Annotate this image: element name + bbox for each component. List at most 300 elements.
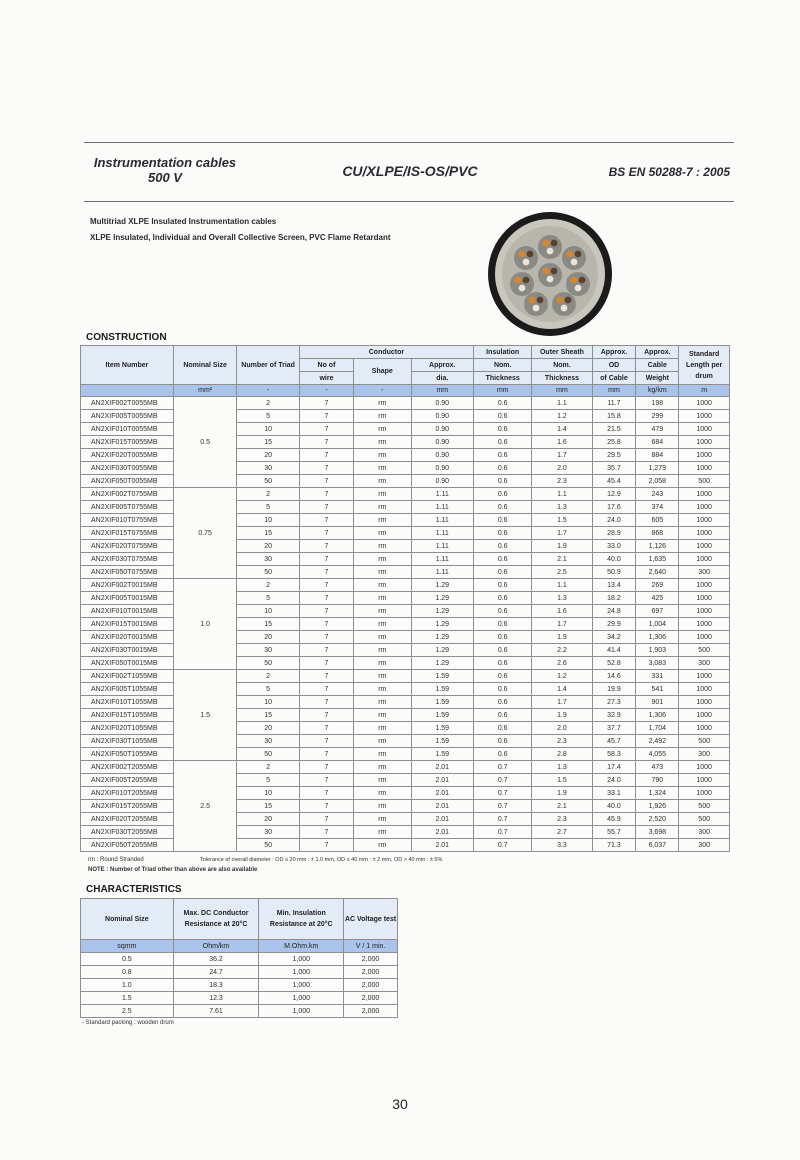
- table-cell: 2,000: [344, 979, 398, 992]
- unit-cell: -: [299, 385, 353, 397]
- table-cell: 243: [636, 488, 679, 501]
- note-tolerance: Tolerance of overall diameter : OD ≤ 20 mm : ± 1.0 mm, OD ≤ 40 mm : ± 2 mm, OD > 40 mm : ± 5%: [200, 857, 443, 863]
- table-cell: 17.6: [592, 501, 636, 514]
- table-cell: 790: [636, 774, 679, 787]
- table-cell: 7: [299, 800, 353, 813]
- table-cell: 0.6: [474, 566, 532, 579]
- table-cell: 1.4: [532, 423, 592, 436]
- table-cell: 1000: [679, 787, 730, 800]
- table-cell: AN2XIF050T0055MB: [81, 475, 174, 488]
- table-cell: 2.1: [532, 800, 592, 813]
- table-row: [81, 992, 398, 1005]
- note-standard-packing: - Standard packing : wooden drum: [82, 1020, 174, 1026]
- table-cell: 1.2: [532, 670, 592, 683]
- table-cell: 18.2: [592, 592, 636, 605]
- table-cell: 300: [679, 657, 730, 670]
- nominal-size-cell: 2.5: [173, 761, 237, 852]
- table-cell: 300: [679, 748, 730, 761]
- table-cell: rm: [354, 527, 411, 540]
- table-cell: rm: [354, 709, 411, 722]
- table-cell: 684: [636, 436, 679, 449]
- table-cell: 5: [237, 683, 299, 696]
- table-cell: 37.7: [592, 722, 636, 735]
- table-cell: 33.0: [592, 540, 636, 553]
- table-cell: 374: [636, 501, 679, 514]
- table-cell: rm: [354, 553, 411, 566]
- table-cell: rm: [354, 410, 411, 423]
- table-cell: 697: [636, 605, 679, 618]
- table-cell: rm: [354, 631, 411, 644]
- table-cell: 0.90: [411, 397, 473, 410]
- table-cell: 7: [299, 488, 353, 501]
- ch-col-nominal-size: Nominal Size: [81, 899, 174, 940]
- table-cell: 868: [636, 527, 679, 540]
- table-cell: 1000: [679, 683, 730, 696]
- table-row: [81, 488, 730, 501]
- table-cell: 2.01: [411, 813, 473, 826]
- table-cell: 52.8: [592, 657, 636, 670]
- table-cell: 0.6: [474, 670, 532, 683]
- table-cell: 58.3: [592, 748, 636, 761]
- table-cell: 605: [636, 514, 679, 527]
- table-cell: rm: [354, 540, 411, 553]
- table-cell: 2,000: [344, 992, 398, 1005]
- table-cell: 1.59: [411, 696, 473, 709]
- characteristics-table-body: [81, 953, 398, 1018]
- table-cell: 7: [299, 618, 353, 631]
- table-row: [81, 579, 730, 592]
- table-cell: 0.7: [474, 813, 532, 826]
- cable-cross-section-image: [486, 210, 614, 338]
- table-cell: 0.6: [474, 514, 532, 527]
- table-cell: 0.90: [411, 423, 473, 436]
- table-cell: 0.6: [474, 397, 532, 410]
- table-row: [81, 966, 398, 979]
- table-cell: 1.29: [411, 657, 473, 670]
- table-cell: 541: [636, 683, 679, 696]
- col-insulation: Insulation: [474, 346, 532, 359]
- table-cell: 2: [237, 761, 299, 774]
- table-row: [81, 1005, 398, 1018]
- table-cell: 0.6: [474, 423, 532, 436]
- table-cell: 24.8: [592, 605, 636, 618]
- table-cell: 25.8: [592, 436, 636, 449]
- table-cell: 50: [237, 566, 299, 579]
- table-cell: AN2XIF002T2055MB: [81, 761, 174, 774]
- table-cell: 0.6: [474, 579, 532, 592]
- col-nominal-size: Nominal Size: [173, 346, 237, 385]
- table-cell: 7: [299, 670, 353, 683]
- table-cell: 2.01: [411, 826, 473, 839]
- table-cell: AN2XIF030T0055MB: [81, 462, 174, 475]
- table-cell: 30: [237, 553, 299, 566]
- table-cell: 1.11: [411, 501, 473, 514]
- construction-title: CONSTRUCTION: [86, 332, 167, 343]
- table-cell: rm: [354, 488, 411, 501]
- table-cell: 34.2: [592, 631, 636, 644]
- table-cell: 1,635: [636, 553, 679, 566]
- unit-cell: m: [679, 385, 730, 397]
- table-cell: 6,037: [636, 839, 679, 852]
- col-od: OD: [592, 359, 636, 372]
- table-cell: 15: [237, 800, 299, 813]
- table-cell: 3,698: [636, 826, 679, 839]
- table-cell: 1,324: [636, 787, 679, 800]
- note-round-stranded: rm : Round Stranded: [88, 857, 144, 863]
- table-cell: 17.4: [592, 761, 636, 774]
- table-cell: 0.7: [474, 761, 532, 774]
- table-cell: 45.7: [592, 735, 636, 748]
- unit-cell: mm²: [173, 385, 237, 397]
- table-cell: 1000: [679, 631, 730, 644]
- table-cell: 1.3: [532, 761, 592, 774]
- header-standard: BS EN 50288-7 : 2005: [608, 165, 730, 179]
- table-cell: 1.9: [532, 631, 592, 644]
- table-cell: 7: [299, 397, 353, 410]
- col-wire: wire: [299, 372, 353, 385]
- table-cell: 0.6: [474, 735, 532, 748]
- table-cell: 2: [237, 579, 299, 592]
- table-cell: AN2XIF050T1055MB: [81, 748, 174, 761]
- col-os-nom: Nom.: [532, 359, 592, 372]
- table-cell: 1.7: [532, 449, 592, 462]
- table-cell: 198: [636, 397, 679, 410]
- table-cell: AN2XIF050T0015MB: [81, 657, 174, 670]
- unit-cell: mm: [411, 385, 473, 397]
- unit-cell: mm: [474, 385, 532, 397]
- table-cell: 30: [237, 735, 299, 748]
- table-cell: 2.5: [81, 1005, 174, 1018]
- table-cell: 0.6: [474, 436, 532, 449]
- table-cell: 7: [299, 748, 353, 761]
- table-cell: 1000: [679, 722, 730, 735]
- table-cell: AN2XIF010T2055MB: [81, 787, 174, 800]
- unit-cell: -: [237, 385, 299, 397]
- table-cell: rm: [354, 436, 411, 449]
- table-cell: 0.6: [474, 683, 532, 696]
- table-cell: 1.29: [411, 631, 473, 644]
- table-cell: 0.90: [411, 410, 473, 423]
- col-approx: Approx.: [411, 359, 473, 372]
- table-cell: 1000: [679, 592, 730, 605]
- table-cell: 1.1: [532, 579, 592, 592]
- table-cell: 1.59: [411, 709, 473, 722]
- table-cell: 2.0: [532, 462, 592, 475]
- table-cell: rm: [354, 813, 411, 826]
- table-cell: 1.11: [411, 540, 473, 553]
- table-cell: 2.8: [532, 748, 592, 761]
- table-cell: 13.4: [592, 579, 636, 592]
- table-cell: 269: [636, 579, 679, 592]
- table-cell: 299: [636, 410, 679, 423]
- table-cell: 7: [299, 501, 353, 514]
- table-cell: 1.3: [532, 592, 592, 605]
- table-cell: 7: [299, 553, 353, 566]
- header-construction-code: CU/XLPE/IS-OS/PVC: [342, 163, 478, 179]
- table-cell: 1.29: [411, 579, 473, 592]
- table-cell: 20: [237, 449, 299, 462]
- table-row: [81, 761, 730, 774]
- table-cell: 1000: [679, 709, 730, 722]
- table-cell: 1.11: [411, 514, 473, 527]
- table-cell: 479: [636, 423, 679, 436]
- table-cell: 1.7: [532, 696, 592, 709]
- table-cell: 7: [299, 813, 353, 826]
- table-cell: 20: [237, 722, 299, 735]
- table-cell: 2,000: [344, 966, 398, 979]
- table-cell: 1.11: [411, 566, 473, 579]
- table-cell: 0.7: [474, 826, 532, 839]
- table-cell: 7: [299, 462, 353, 475]
- table-cell: AN2XIF020T0055MB: [81, 449, 174, 462]
- nominal-size-cell: 1.0: [173, 579, 237, 670]
- table-cell: AN2XIF020T0015MB: [81, 631, 174, 644]
- table-cell: 7: [299, 839, 353, 852]
- unit-cell: mm: [592, 385, 636, 397]
- table-cell: 20: [237, 631, 299, 644]
- table-cell: 1000: [679, 540, 730, 553]
- col-shape: Shape: [354, 359, 411, 385]
- table-cell: 7: [299, 696, 353, 709]
- ch-col-ac-voltage: AC Voltage test: [344, 899, 398, 940]
- table-cell: 2.0: [532, 722, 592, 735]
- description-line2: XLPE Insulated, Individual and Overall Collective Screen, PVC Flame Retardant: [90, 233, 391, 242]
- table-cell: 21.5: [592, 423, 636, 436]
- table-cell: 1.3: [532, 501, 592, 514]
- table-cell: AN2XIF010T1055MB: [81, 696, 174, 709]
- table-cell: 10: [237, 514, 299, 527]
- table-cell: 24.0: [592, 514, 636, 527]
- table-cell: 0.6: [474, 462, 532, 475]
- table-cell: 500: [679, 735, 730, 748]
- table-cell: AN2XIF050T0755MB: [81, 566, 174, 579]
- table-cell: rm: [354, 839, 411, 852]
- table-cell: 7: [299, 735, 353, 748]
- table-cell: AN2XIF002T1055MB: [81, 670, 174, 683]
- table-cell: AN2XIF030T0015MB: [81, 644, 174, 657]
- construction-table-body: [81, 397, 730, 852]
- table-cell: rm: [354, 826, 411, 839]
- table-cell: 7: [299, 631, 353, 644]
- table-cell: 15: [237, 527, 299, 540]
- table-row: [81, 979, 398, 992]
- table-cell: 7: [299, 566, 353, 579]
- table-cell: 12.9: [592, 488, 636, 501]
- table-cell: 0.6: [474, 592, 532, 605]
- table-cell: 0.7: [474, 800, 532, 813]
- table-cell: AN2XIF005T0015MB: [81, 592, 174, 605]
- table-cell: rm: [354, 579, 411, 592]
- table-cell: rm: [354, 605, 411, 618]
- table-cell: 1.11: [411, 488, 473, 501]
- unit-cell: -: [354, 385, 411, 397]
- table-cell: 2,058: [636, 475, 679, 488]
- table-cell: 45.4: [592, 475, 636, 488]
- table-cell: AN2XIF005T1055MB: [81, 683, 174, 696]
- table-cell: 1.59: [411, 670, 473, 683]
- table-cell: 18.3: [173, 979, 259, 992]
- table-cell: AN2XIF005T0755MB: [81, 501, 174, 514]
- table-cell: 7: [299, 644, 353, 657]
- table-cell: AN2XIF002T0015MB: [81, 579, 174, 592]
- table-cell: 7: [299, 722, 353, 735]
- col-weight: Weight: [636, 372, 679, 385]
- table-cell: 1,306: [636, 631, 679, 644]
- table-cell: 331: [636, 670, 679, 683]
- table-cell: 0.7: [474, 839, 532, 852]
- table-cell: 1.59: [411, 722, 473, 735]
- table-cell: 41.4: [592, 644, 636, 657]
- table-cell: 1000: [679, 462, 730, 475]
- table-cell: AN2XIF030T2055MB: [81, 826, 174, 839]
- table-cell: 2: [237, 488, 299, 501]
- table-cell: 11.7: [592, 397, 636, 410]
- table-cell: 10: [237, 787, 299, 800]
- table-cell: AN2XIF005T0055MB: [81, 410, 174, 423]
- table-cell: 7: [299, 514, 353, 527]
- table-cell: 1,926: [636, 800, 679, 813]
- table-cell: 50: [237, 657, 299, 670]
- description-line1: Multitriad XLPE Insulated Instrumentation cables: [90, 217, 277, 226]
- table-cell: 1,000: [259, 966, 344, 979]
- table-cell: 1.7: [532, 527, 592, 540]
- table-cell: rm: [354, 696, 411, 709]
- table-cell: 35.7: [592, 462, 636, 475]
- table-cell: 15: [237, 436, 299, 449]
- table-cell: 1.11: [411, 553, 473, 566]
- table-cell: 7: [299, 605, 353, 618]
- unit-cell: [81, 385, 174, 397]
- table-cell: 1.29: [411, 618, 473, 631]
- table-cell: 33.1: [592, 787, 636, 800]
- table-cell: 0.90: [411, 462, 473, 475]
- table-cell: 2.5: [532, 566, 592, 579]
- table-cell: 1,704: [636, 722, 679, 735]
- table-cell: 7: [299, 423, 353, 436]
- table-cell: 5: [237, 410, 299, 423]
- nominal-size-cell: 0.75: [173, 488, 237, 579]
- col-item-number: Item Number: [81, 346, 174, 385]
- table-cell: 7: [299, 709, 353, 722]
- table-cell: 2,492: [636, 735, 679, 748]
- table-cell: 1000: [679, 553, 730, 566]
- table-row: [81, 953, 398, 966]
- table-cell: 3.3: [532, 839, 592, 852]
- table-cell: rm: [354, 592, 411, 605]
- col-dia: dia.: [411, 372, 473, 385]
- ch-unit-cell: Ohm/km: [173, 940, 259, 953]
- table-cell: 1.29: [411, 644, 473, 657]
- table-cell: 0.90: [411, 449, 473, 462]
- unit-cell: mm: [532, 385, 592, 397]
- table-cell: rm: [354, 761, 411, 774]
- table-cell: 7.61: [173, 1005, 259, 1018]
- table-cell: AN2XIF030T0755MB: [81, 553, 174, 566]
- table-cell: AN2XIF010T0055MB: [81, 423, 174, 436]
- col-ins-thickness: Thickness: [474, 372, 532, 385]
- table-cell: 15: [237, 618, 299, 631]
- construction-table: [80, 345, 730, 852]
- ch-unit-cell: V / 1 min.: [344, 940, 398, 953]
- table-cell: 500: [679, 475, 730, 488]
- ch-col-min-ins: Min. Insulation Resistance at 20°C: [259, 899, 344, 940]
- table-cell: 50.9: [592, 566, 636, 579]
- table-cell: 1,000: [259, 953, 344, 966]
- table-cell: 0.6: [474, 605, 532, 618]
- col-ins-nom: Nom.: [474, 359, 532, 372]
- ch-col-max-dc: Max. DC Conductor Resistance at 20°C: [173, 899, 259, 940]
- table-cell: rm: [354, 774, 411, 787]
- table-cell: AN2XIF015T1055MB: [81, 709, 174, 722]
- table-cell: rm: [354, 566, 411, 579]
- table-cell: 7: [299, 449, 353, 462]
- table-cell: 10: [237, 605, 299, 618]
- table-cell: 1.59: [411, 735, 473, 748]
- nominal-size-cell: 1.5: [173, 670, 237, 761]
- table-cell: 0.6: [474, 657, 532, 670]
- table-cell: 7: [299, 761, 353, 774]
- table-cell: 2: [237, 397, 299, 410]
- table-cell: AN2XIF015T0015MB: [81, 618, 174, 631]
- table-cell: 884: [636, 449, 679, 462]
- table-cell: 12.3: [173, 992, 259, 1005]
- top-rule: [84, 142, 734, 143]
- table-cell: 0.6: [474, 527, 532, 540]
- table-cell: 7: [299, 579, 353, 592]
- table-cell: 1.0: [81, 979, 174, 992]
- table-cell: rm: [354, 670, 411, 683]
- table-cell: 0.6: [474, 540, 532, 553]
- table-cell: 1.11: [411, 527, 473, 540]
- table-cell: 1000: [679, 605, 730, 618]
- table-cell: 2.3: [532, 475, 592, 488]
- table-row: [81, 670, 730, 683]
- table-cell: 901: [636, 696, 679, 709]
- table-cell: 1,279: [636, 462, 679, 475]
- table-cell: 7: [299, 527, 353, 540]
- table-cell: 0.6: [474, 644, 532, 657]
- header-rule: [84, 201, 734, 202]
- table-cell: 2.01: [411, 787, 473, 800]
- table-cell: AN2XIF020T1055MB: [81, 722, 174, 735]
- table-cell: 0.90: [411, 475, 473, 488]
- table-cell: 15: [237, 709, 299, 722]
- table-cell: 7: [299, 410, 353, 423]
- table-cell: 27.3: [592, 696, 636, 709]
- table-cell: rm: [354, 462, 411, 475]
- table-cell: 0.5: [81, 953, 174, 966]
- col-outer-sheath: Outer Sheath: [532, 346, 592, 359]
- table-cell: 19.9: [592, 683, 636, 696]
- table-cell: 0.6: [474, 410, 532, 423]
- table-cell: 0.6: [474, 553, 532, 566]
- table-cell: AN2XIF015T0755MB: [81, 527, 174, 540]
- table-cell: AN2XIF010T0015MB: [81, 605, 174, 618]
- table-cell: 0.90: [411, 436, 473, 449]
- table-cell: AN2XIF015T2055MB: [81, 800, 174, 813]
- table-cell: 1000: [679, 514, 730, 527]
- table-cell: 2.01: [411, 761, 473, 774]
- table-cell: 2,000: [344, 953, 398, 966]
- table-cell: AN2XIF020T0755MB: [81, 540, 174, 553]
- table-cell: 20: [237, 813, 299, 826]
- table-cell: 7: [299, 826, 353, 839]
- table-cell: 1.9: [532, 540, 592, 553]
- table-cell: 4,055: [636, 748, 679, 761]
- table-cell: 2.01: [411, 839, 473, 852]
- characteristics-table: [80, 898, 398, 1018]
- table-cell: 1,004: [636, 618, 679, 631]
